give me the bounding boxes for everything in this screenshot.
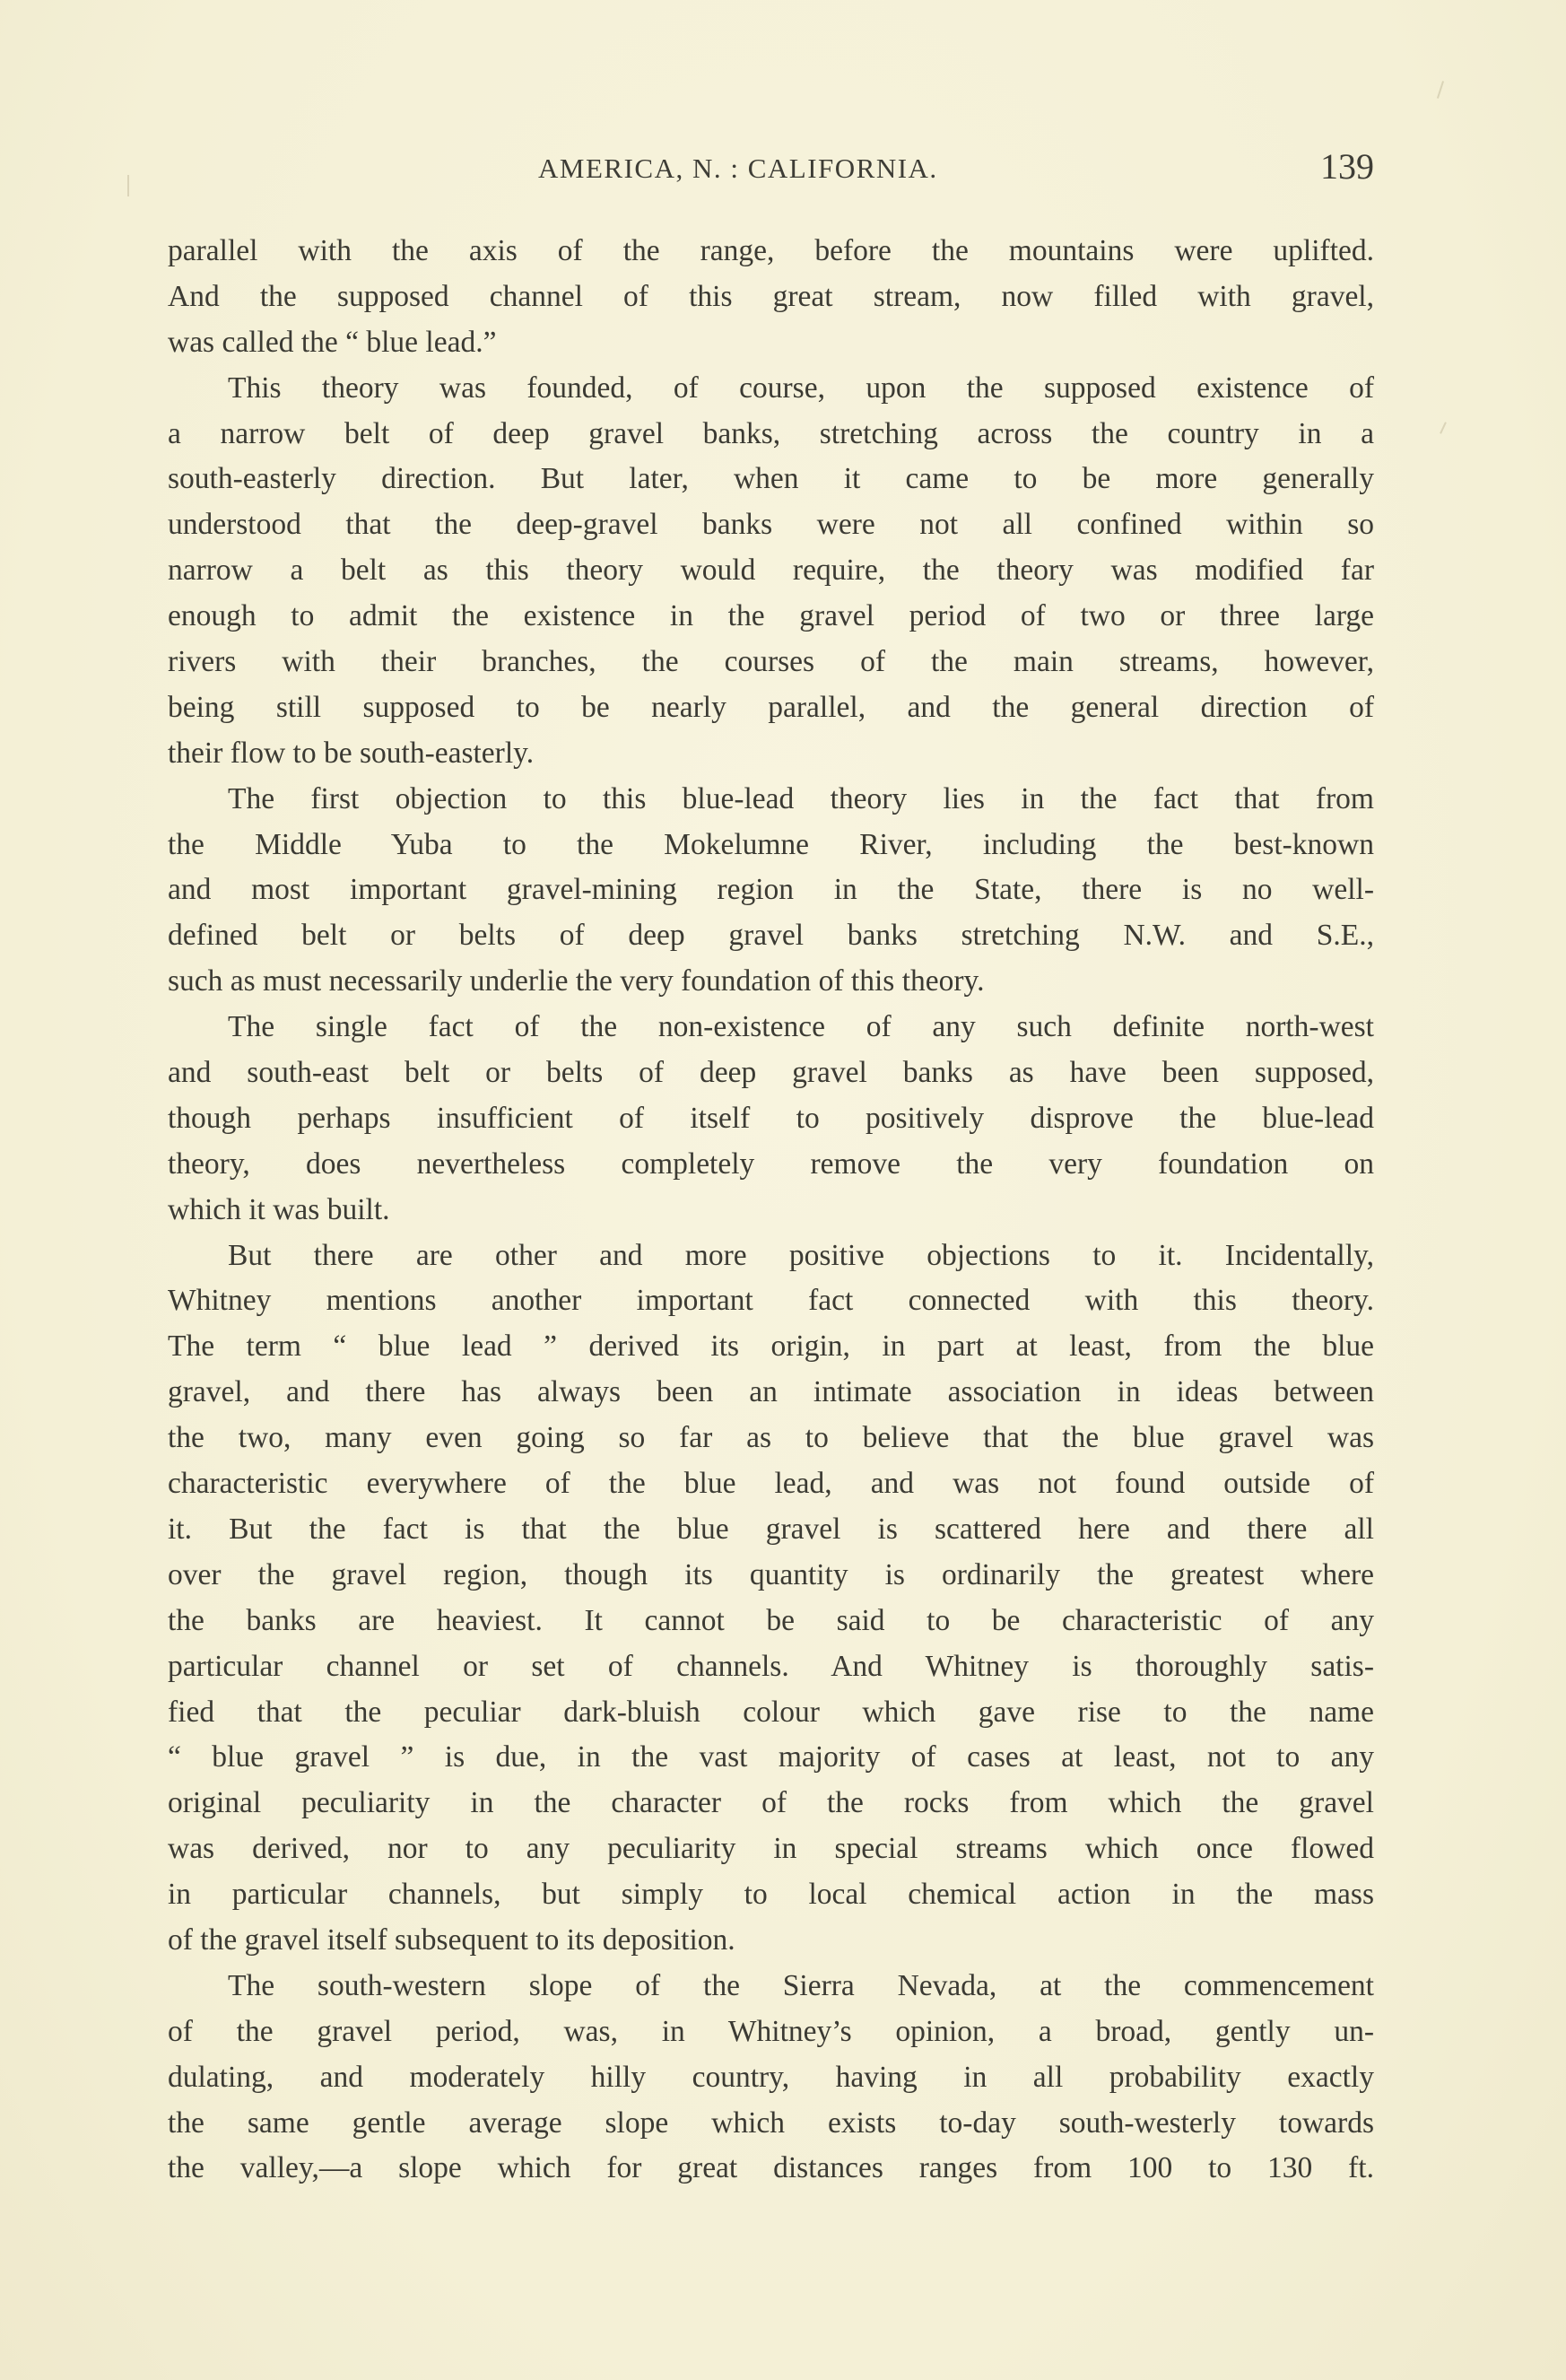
text-line: enough to admit the existence in the gravel period of two or three large [168,599,1374,633]
paragraph-first-line: The first objection to this blue-lead theory lies in the fact that from [228,781,1374,815]
paper-blemish [1437,81,1444,99]
text-line: south-easterly direction. But later, when it came to be more generally [168,462,1374,496]
paper-blemish [1440,422,1447,434]
paragraph-first-line: But there are other and more positive objections to it. Incidentally, [228,1238,1374,1272]
text-line: parallel with the axis of the range, before the mountains were uplifted. [168,234,1374,267]
text-line: original peculiarity in the character of the rocks from which the gravel [168,1786,1374,1820]
page-number: 139 [1320,146,1374,187]
text-line: their flow to be south-easterly. [168,736,535,770]
text-line: such as must necessarily underlie the very foundation of this theory. [168,964,985,998]
text-line: dulating, and moderately hilly country, having in all probability exactly [168,2060,1374,2094]
text-line: the valley,—a slope which for great distances ranges from 100 to 130 ft. [168,2151,1374,2185]
text-line: the two, many even going so far as to believe that the blue gravel was [168,1421,1374,1455]
text-line: was called the “ blue lead.” [168,325,497,359]
text-line: characteristic everywhere of the blue lead, and was not found outside of [168,1467,1374,1501]
text-line: over the gravel region, though its quantity is ordinarily the greatest where [168,1557,1374,1591]
text-line: which it was built. [168,1192,390,1226]
paragraph-first-line: This theory was founded, of course, upon the supposed existence of [228,371,1374,405]
running-title: AMERICA, N. : CALIFORNIA. [538,153,938,184]
paragraph-first-line: The south-western slope of the Sierra Nevada, at the commencement [228,1968,1374,2002]
text-line: and south-east belt or belts of deep gravel banks as have been supposed, [168,1056,1374,1090]
text-line: of the gravel itself subsequent to its deposition. [168,1922,735,1957]
text-line: And the supposed channel of this great stream, now filled with gravel, [168,279,1374,313]
text-line: of the gravel period, was, in Whitney’s opinion, a broad, gently un- [168,2014,1374,2048]
text-line: gravel, and there has always been an intimate association in ideas between [168,1375,1374,1409]
text-line: The term “ blue lead ” derived its origin, in part at least, from the blue [168,1329,1374,1364]
text-line: in particular channels, but simply to local chemical action in the mass [168,1878,1374,1912]
paragraph-first-line: The single fact of the non-existence of any such definite north-west [228,1010,1374,1044]
text-line: particular channel or set of channels. And Whitney is thoroughly satis- [168,1649,1374,1683]
text-line: defined belt or belts of deep gravel banks stretching N.W. and S.E., [168,919,1374,953]
text-line: the banks are heaviest. It cannot be said to be characteristic of any [168,1603,1374,1637]
running-head [168,146,1374,191]
text-line: and most important gravel-mining region in the State, there is no well- [168,873,1374,907]
text-line: though perhaps insufficient of itself to positively disprove the blue-lead [168,1101,1374,1135]
text-line: being still supposed to be nearly parallel, and the general direction of [168,690,1374,724]
text-line: Whitney mentions another important fact connected with this theory. [168,1284,1374,1318]
body-text [168,229,1374,2192]
text-line: fied that the peculiar dark-bluish colour which gave rise to the name [168,1695,1374,1729]
text-line: “ blue gravel ” is due, in the vast majority of cases at least, not to any [168,1740,1374,1774]
text-line: the same gentle average slope which exists to-day south-westerly towards [168,2105,1374,2140]
text-line: theory, does nevertheless completely remove the very foundation on [168,1146,1374,1181]
text-line: was derived, nor to any peculiarity in special streams which once flowed [168,1832,1374,1866]
text-line: understood that the deep-gravel banks were not all confined within so [168,508,1374,542]
paper-blemish [127,175,129,196]
text-line: a narrow belt of deep gravel banks, stretching across the country in a [168,416,1374,450]
text-line: rivers with their branches, the courses of the main streams, however, [168,645,1374,679]
text-line: the Middle Yuba to the Mokelumne River, including the best-known [168,827,1374,861]
text-line: it. But the fact is that the blue gravel is scattered here and there all [168,1512,1374,1546]
text-line: narrow a belt as this theory would require, the theory was modified far [168,554,1374,588]
